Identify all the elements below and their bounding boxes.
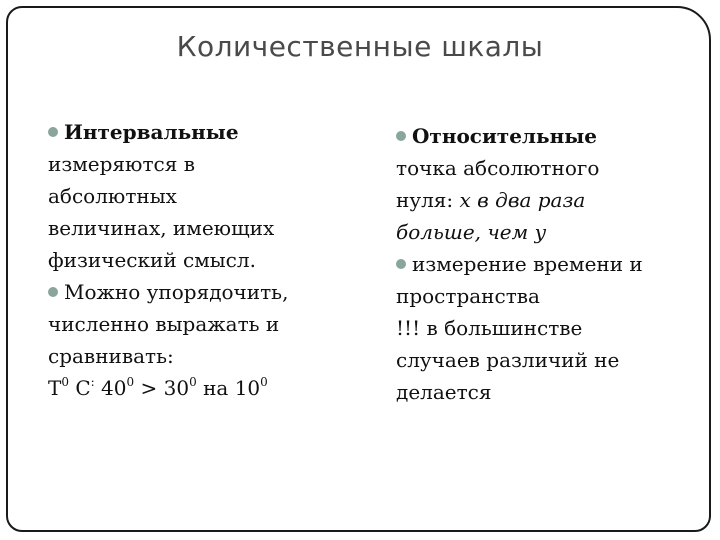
relative-heading: Относительные [412, 124, 598, 148]
right-text-line: делается [396, 380, 492, 404]
right-text-line: точка абсолютного [396, 156, 600, 180]
slide-title: Количественные шкалы [176, 30, 544, 63]
right-text-line-mixed [396, 184, 706, 216]
bullet-icon [48, 287, 58, 297]
right-bullet-1-heading-line [396, 120, 706, 152]
formula-part: на 10 [196, 376, 261, 400]
left-text-line: численно выражать и [48, 312, 280, 336]
bullet-icon [396, 131, 406, 141]
left-text-line: физический смысл. [48, 248, 256, 272]
right-text-line: пространства [396, 284, 540, 308]
right-text-segment: нуля: [396, 188, 460, 212]
bullet-icon [396, 259, 406, 269]
right-bullet-2-line [396, 248, 706, 280]
left-bullet-2-line [48, 276, 368, 308]
right-column [396, 120, 706, 408]
right-text-line: случаев различий не [396, 348, 620, 372]
left-text-line: сравнивать: [48, 344, 174, 368]
formula-part: 40 [94, 376, 127, 400]
left-column [48, 116, 368, 404]
formula-sup: : [90, 375, 95, 389]
left-bullet-1-heading-line [48, 116, 368, 148]
left-text-segment: Можно упорядочить, [64, 280, 289, 304]
left-text-line: измеряются в [48, 152, 195, 176]
bullet-icon [48, 127, 58, 137]
right-italic-line: больше, чем у [396, 220, 547, 244]
temperature-formula [48, 372, 368, 404]
formula-part: > 30 [134, 376, 190, 400]
right-text-segment: измерение времени и [412, 252, 643, 276]
formula-sup: 0 [126, 375, 135, 389]
formula-sup: 0 [260, 375, 268, 389]
formula-part: C [68, 376, 91, 400]
formula-part: T [48, 376, 62, 400]
formula-sup: 0 [61, 375, 69, 389]
right-text-line: !!! в большинстве [396, 316, 583, 340]
right-italic-segment: х в два раза [459, 188, 586, 212]
formula-sup: 0 [189, 375, 197, 389]
left-text-line: абсолютных [48, 184, 177, 208]
interval-heading: Интервальные [64, 120, 239, 144]
left-text-line: величинах, имеющих [48, 216, 275, 240]
